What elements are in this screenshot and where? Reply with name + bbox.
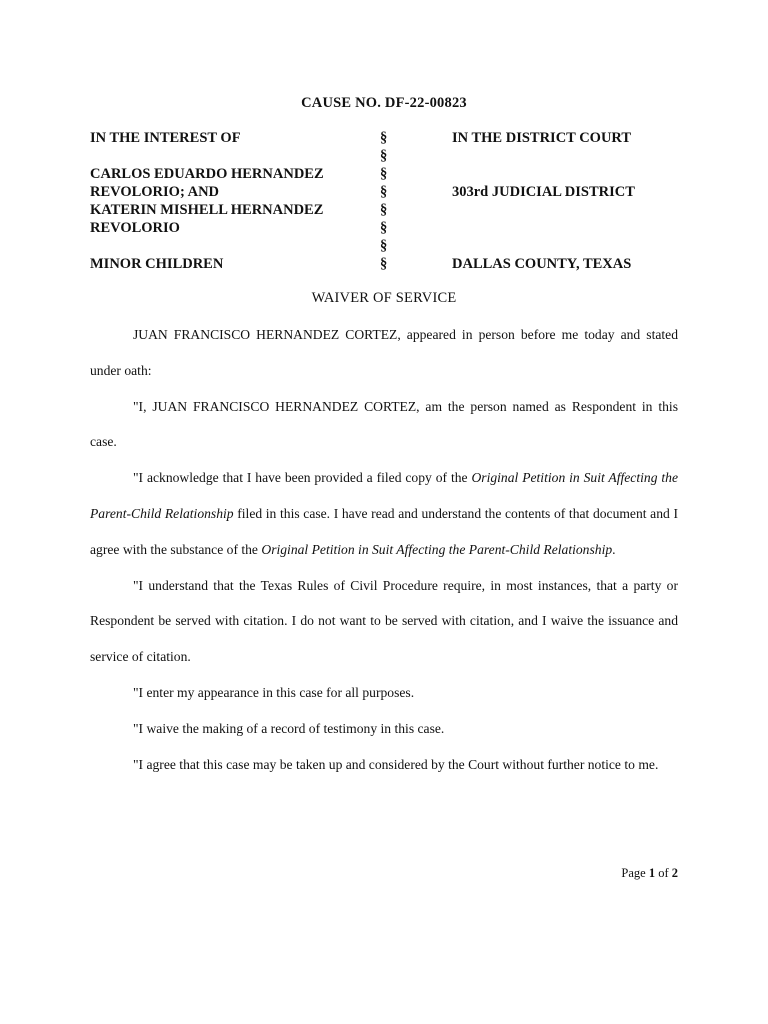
- section-symbol: §: [380, 202, 388, 218]
- section-symbol: §: [380, 256, 388, 272]
- section-symbol: §: [380, 148, 388, 164]
- caption-left-line: CARLOS EDUARDO HERNANDEZ: [90, 166, 324, 182]
- court-name: IN THE DISTRICT COURT: [452, 130, 632, 146]
- text-run: filed in this case. I have read and understand the contents of that document and I agree with the substance of the: [90, 505, 678, 557]
- of-label: of: [658, 866, 669, 880]
- paragraph-appearance: JUAN FRANCISCO HERNANDEZ CORTEZ, appeared in person before me today and stated under oath:: [90, 327, 678, 378]
- paragraph-testimony-waiver: "I waive the making of a record of testimony in this case.: [133, 720, 445, 736]
- section-symbol: §: [380, 130, 388, 146]
- paragraph-notice-waiver: "I agree that this case may be taken up and considered by the Court without further notice to me.: [133, 756, 659, 772]
- paragraph-respondent: "I, JUAN FRANCISCO HERNANDEZ CORTEZ, am the person named as Respondent in this case.: [90, 398, 678, 450]
- text-run: "I acknowledge that I have been provided a filed copy of the: [133, 470, 472, 486]
- text-run: .: [612, 541, 616, 557]
- caption-left-line: KATERIN MISHELL HERNANDEZ: [90, 202, 324, 218]
- caption-left-line: MINOR CHILDREN: [90, 256, 224, 272]
- paragraph-citation-waiver: "I understand that the Texas Rules of Civil Procedure require, in most instances, that a party or Respondent be served with citation. I do not want to be served with citation, and I waive the issuance and service of citation.: [90, 577, 678, 665]
- section-symbol: §: [380, 220, 388, 236]
- caption-left-line: REVOLORIO: [90, 220, 180, 236]
- document-heading: WAIVER OF SERVICE: [311, 290, 457, 306]
- petition-title: Original Petition in Suit Affecting the Parent-Child Relationship: [261, 541, 613, 557]
- paragraph-appearance-entry: "I enter my appearance in this case for all purposes.: [133, 684, 415, 700]
- current-page: 1: [648, 866, 656, 880]
- judicial-district: 303rd JUDICIAL DISTRICT: [452, 184, 635, 200]
- paragraph-acknowledgment: [90, 460, 678, 567]
- section-symbol: §: [380, 166, 388, 182]
- caption-left-line: REVOLORIO; AND: [90, 184, 220, 200]
- petition-title: Original Petition in Suit Affecting the Parent-Child Relationship: [90, 470, 678, 521]
- cause-number: CAUSE NO. DF-22-00823: [301, 95, 467, 111]
- page-label: Page: [621, 866, 646, 880]
- county-state: DALLAS COUNTY, TEXAS: [452, 256, 632, 272]
- section-symbol: §: [380, 238, 388, 254]
- section-symbol: §: [380, 184, 388, 200]
- page-number: [621, 866, 678, 881]
- total-pages: 2: [671, 866, 678, 880]
- document-body: [90, 317, 678, 782]
- caption-left-line: IN THE INTEREST OF: [90, 130, 241, 146]
